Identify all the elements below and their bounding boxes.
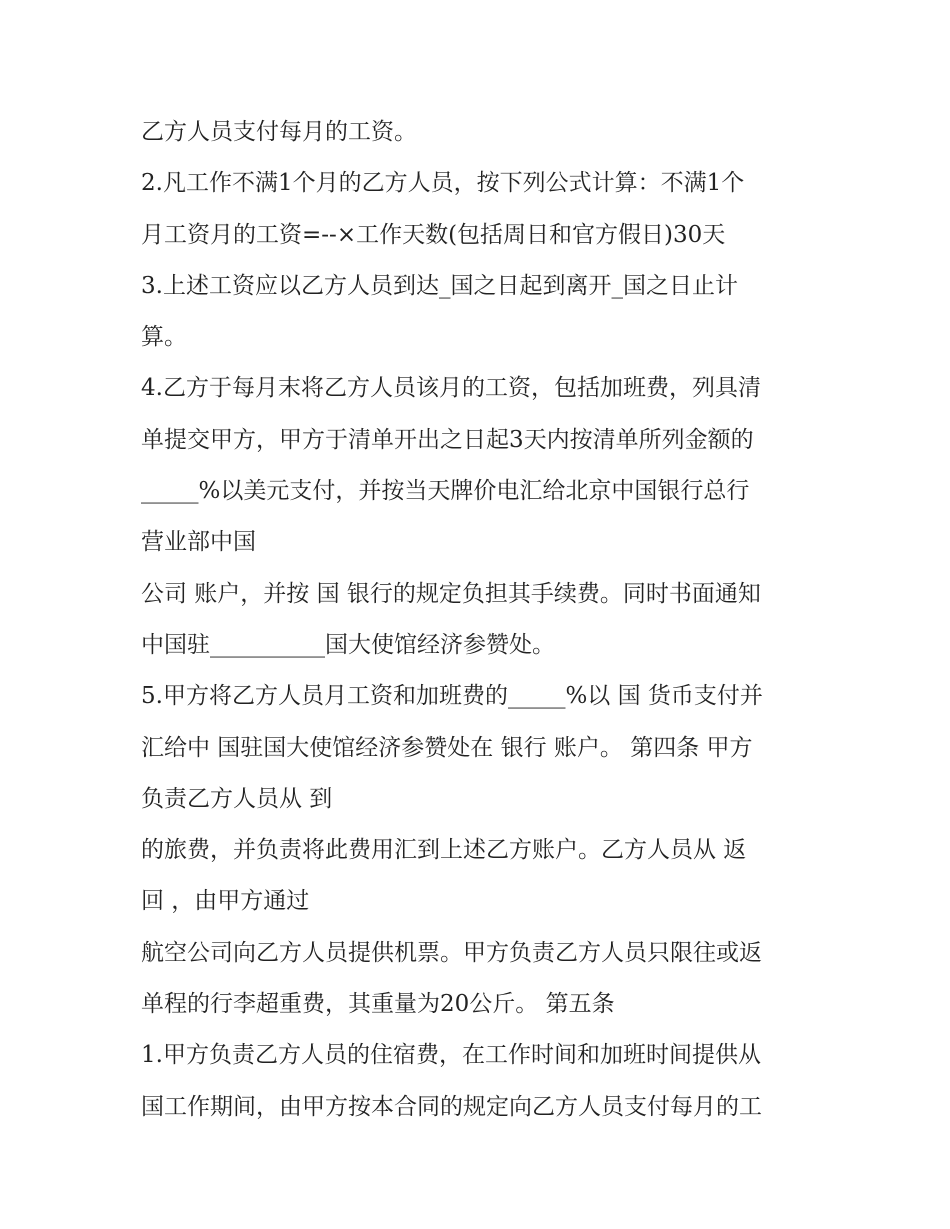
text-line: 回 ，由甲方通过 [141,888,310,915]
text-line: 5.甲方将乙方人员月工资和加班费的_____%以 国 货币支付并 [141,683,763,710]
contract-text [141,107,821,1133]
text-line: 1.甲方负责乙方人员的住宿费，在工作时间和加班时间提供从 [141,1042,761,1069]
text-line: 单程的行李超重费，其重量为20公斤。 第五条 [141,991,615,1018]
text-line: 中国驻__________国大使馆经济参赞处。 [141,631,555,658]
text-line: 3.上述工资应以乙方人员到达_国之日起到离开_国之日止计 [141,272,738,299]
text-line: 汇给中 国驻国大使馆经济参赞处在 银行 账户。 第四条 甲方 [141,734,753,761]
text-line: 4.乙方于每月末将乙方人员该月的工资，包括加班费，列具清 [141,375,761,402]
text-line: 国工作期间，由甲方按本合同的规定向乙方人员支付每月的工 [141,1093,762,1120]
text-line: 公司 账户，并按 国 银行的规定负担其手续费。同时书面通知 [141,580,761,607]
text-line: 营业部中国 [141,529,256,556]
text-line: 航空公司向乙方人员提供机票。甲方负责乙方人员只限往或返 [141,939,762,966]
text-line: _____%以美元支付，并按当天牌价电汇给北京中国银行总行 [141,478,750,505]
text-line: 乙方人员支付每月的工资。 [141,119,417,145]
text-line: 算。 [141,324,187,351]
text-line: 负责乙方人员从 到 [141,785,333,812]
text-line: 的旅费，并负责将此费用汇到上述乙方账户。乙方人员从 返 [141,837,747,864]
text-line: 月工资月的工资=--×工作天数(包括周日和官方假日)30天 [141,221,726,248]
text-line: 单提交甲方，甲方于清单开出之日起3天内按清单所列金额的 [141,426,754,453]
text-line: 2.凡工作不满1个月的乙方人员，按下列公式计算：不满1个 [141,170,745,197]
